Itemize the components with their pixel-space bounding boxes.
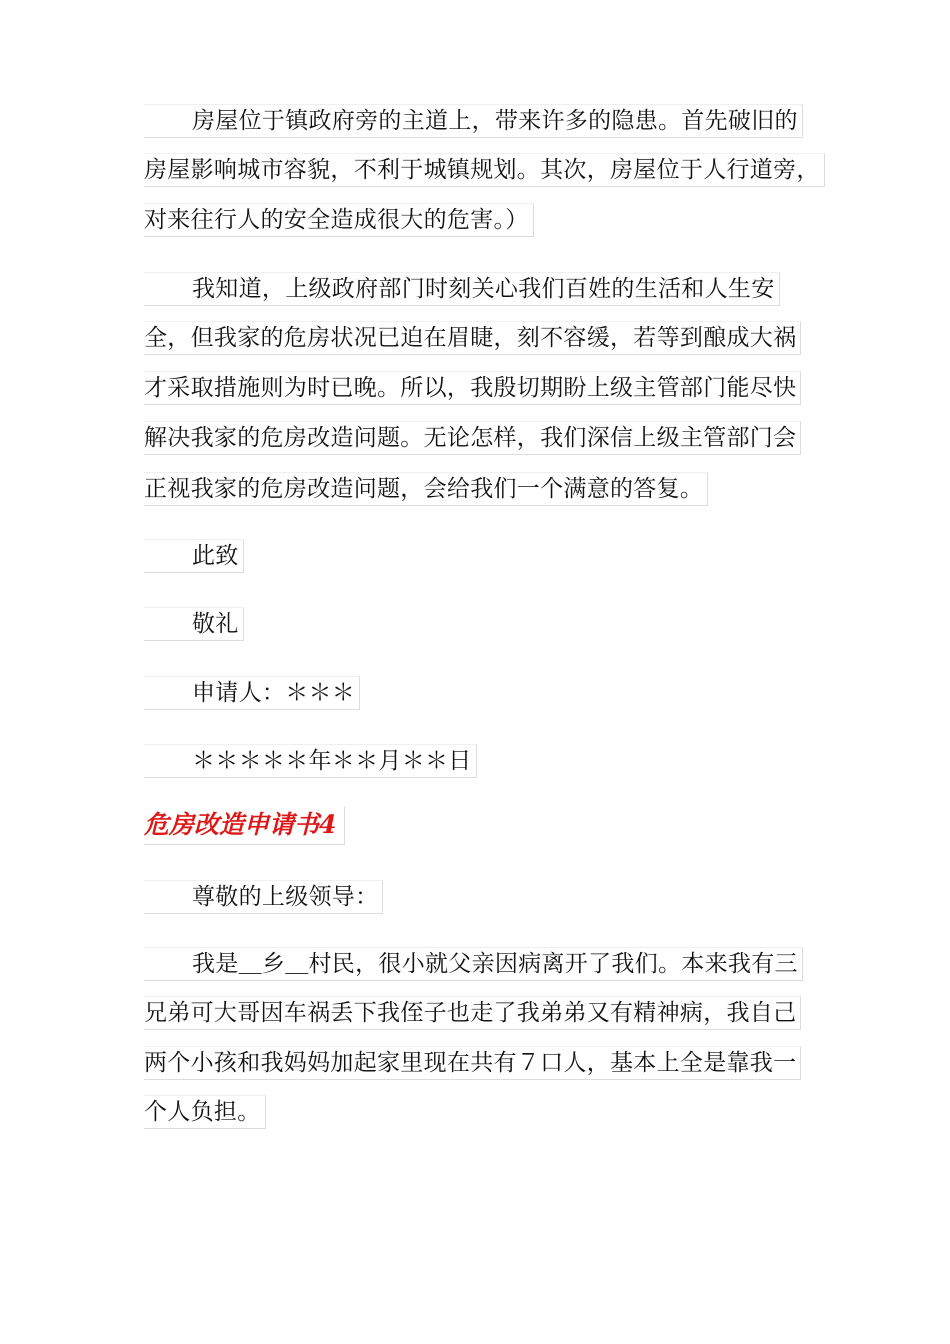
paragraph-2-line-2: 全，但我家的危房状况已迫在眉睫，刻不容缓，若等到酿成大祸	[144, 321, 801, 355]
paragraph-2-line-1: 我知道，上级政府部门时刻关心我们百姓的生活和人生安	[144, 272, 780, 306]
paragraph-2-line-5: 正视我家的危房改造问题，会给我们一个满意的答复。	[144, 472, 708, 506]
paragraph-2-line-4: 解决我家的危房改造问题。无论怎样，我们深信上级主管部门会	[144, 421, 801, 455]
salutation-line: 尊敬的上级领导：	[144, 880, 383, 914]
paragraph-1-line-3: 对来往行人的安全造成很大的危害。）	[144, 203, 534, 237]
paragraph-3-line-2: 兄弟可大哥因车祸丢下我侄子也走了我弟弟又有精神病，我自己	[144, 996, 801, 1030]
paragraph-3-line-1: 我是＿乡＿村民，很小就父亲因病离开了我们。本来我有三	[144, 947, 803, 981]
paragraph-1-line-2: 房屋影响城市容貌，不利于城镇规划。其次，房屋位于人行道旁，	[144, 153, 825, 187]
applicant-line: 申请人：＊＊＊	[144, 676, 360, 710]
section-heading: 危房改造申请书4	[144, 806, 345, 845]
closing-line-1: 此致	[144, 539, 244, 573]
date-line: ＊＊＊＊＊年＊＊月＊＊日	[144, 744, 477, 778]
paragraph-1-line-1: 房屋位于镇政府旁的主道上，带来许多的隐患。首先破旧的	[144, 104, 803, 138]
paragraph-3-line-4: 个人负担。	[144, 1095, 266, 1129]
paragraph-2-line-3: 才采取措施则为时已晚。所以，我殷切期盼上级主管部门能尽快	[144, 371, 801, 405]
closing-line-2: 敬礼	[144, 607, 244, 641]
paragraph-3-line-3: 两个小孩和我妈妈加起家里现在共有７口人，基本上全是靠我一	[144, 1046, 801, 1080]
